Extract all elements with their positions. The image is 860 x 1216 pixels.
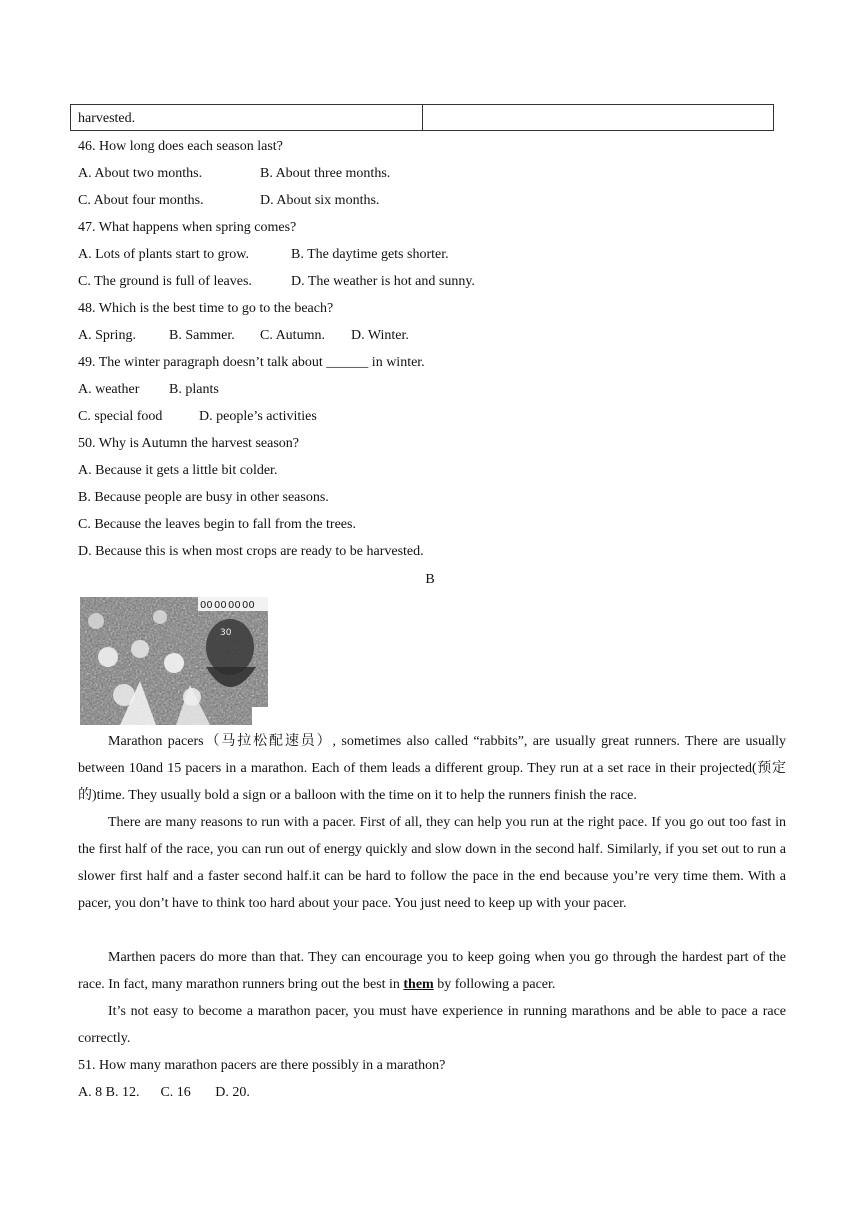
option-49d: D. people’s activities xyxy=(199,409,317,424)
option-47c: C. The ground is full of leaves. xyxy=(78,274,252,289)
table-cell: harvested. xyxy=(71,105,423,130)
table-row xyxy=(70,104,774,131)
passage-paragraph xyxy=(78,809,786,917)
passage-text: by following a pacer. xyxy=(433,977,556,992)
passage-paragraph xyxy=(78,998,786,1052)
option-48b: B. Sammer. xyxy=(169,328,235,343)
option-49b: B. plants xyxy=(169,382,219,397)
option-50a: A. Because it gets a little bit colder. xyxy=(78,463,278,478)
question-46: 46. How long does each season last? xyxy=(78,139,283,154)
option-46a: A. About two months. xyxy=(78,166,203,181)
option-48a: A. Spring. xyxy=(78,328,136,343)
option-49a: A. weather xyxy=(78,382,140,397)
option-46c: C. About four months. xyxy=(78,193,204,208)
passage-text: There are many reasons to run with a pacer. First of all, they can help you run at the right pace. If you go out too fast in the first half of the race, you can run out of energy quickly and slow down in the second half. Similarly, if you set out to run a slower first half and a faster second half.it can be hard to follow the pace in the end because you’re very time them. With a pacer, you don’t have to think too hard about your pace. You just need to keep up with your pacer. xyxy=(78,815,786,911)
option-50c: C. Because the leaves begin to fall from the trees. xyxy=(78,517,356,532)
options-51: A. 8 B. 12. C. 16 D. 20. xyxy=(78,1085,250,1100)
passage-text: Marthen pacers do more than that. They can encourage you to keep going when you go through the hardest part of the race. In fact, many marathon runners bring out the best in xyxy=(78,950,786,992)
passage-paragraph xyxy=(78,944,786,998)
option-49c: C. special food xyxy=(78,409,163,424)
question-50: 50. Why is Autumn the harvest season? xyxy=(78,436,299,451)
sign-number: 00 xyxy=(228,600,241,611)
marathon-photo xyxy=(80,597,268,725)
section-label: B xyxy=(425,572,435,587)
option-47a: A. Lots of plants start to grow. xyxy=(78,247,249,262)
passage-text: Marathon pacers（马拉松配速员）, sometimes also called “rabbits”, are usually great runners. There are usually between 10and 15 pacers in a marathon. Each of them leads a different group. They run at a set race in their projected(预定的)time. They usually bold a sign or a balloon with the time on it to help the runners finish the race. xyxy=(78,734,786,803)
passage-text: It’s not easy to become a marathon pacer, you must have experience in running marathons and be able to pace a race correctly. xyxy=(78,1004,786,1046)
option-46d: D. About six months. xyxy=(260,193,380,208)
option-50d: D. Because this is when most crops are ready to be harvested. xyxy=(78,544,424,559)
table-cell xyxy=(423,105,773,130)
balloon-number: 30 xyxy=(220,628,232,638)
option-50b: B. Because people are busy in other seasons. xyxy=(78,490,329,505)
sign-number: 00 xyxy=(242,600,255,611)
question-49: 49. The winter paragraph doesn’t talk about ______ in winter. xyxy=(78,355,425,370)
sign-number: 00 xyxy=(214,600,227,611)
underlined-word: them xyxy=(403,977,434,992)
question-47: 47. What happens when spring comes? xyxy=(78,220,297,235)
sign-number: 00 xyxy=(200,600,213,611)
question-51: 51. How many marathon pacers are there possibly in a marathon? xyxy=(78,1058,446,1073)
option-46b: B. About three months. xyxy=(260,166,391,181)
option-47d: D. The weather is hot and sunny. xyxy=(291,274,475,289)
option-47b: B. The daytime gets shorter. xyxy=(291,247,449,262)
marathon-crowd-image xyxy=(80,597,268,725)
passage-paragraph xyxy=(78,728,786,809)
option-48c: C. Autumn. xyxy=(260,328,325,343)
option-48d: D. Winter. xyxy=(351,328,409,343)
question-48: 48. Which is the best time to go to the beach? xyxy=(78,301,334,316)
